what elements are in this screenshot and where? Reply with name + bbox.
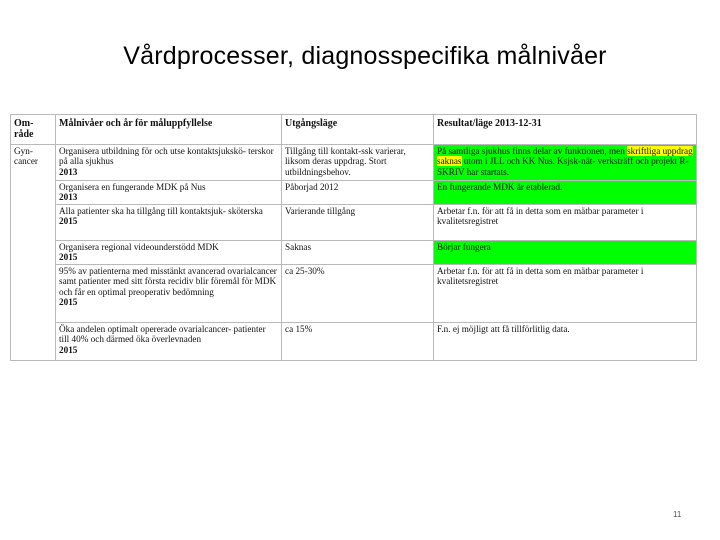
goal-cell [56, 181, 282, 205]
result-cell: Arbetar f.n. för att få in detta som en mätbar parameter i kvalitetsregistret [434, 205, 697, 241]
goal-text: Organisera regional videounderstödd MDK [59, 242, 219, 252]
goal-cell [56, 241, 282, 265]
result-cell: Arbetar f.n. för att få in detta som en mätbar parameter i kvalitetsregistret [434, 265, 697, 323]
table-row [11, 265, 697, 323]
baseline-cell: Saknas [282, 241, 434, 265]
table-row [11, 241, 697, 265]
table-row [11, 323, 697, 361]
goal-year: 2015 [59, 252, 78, 263]
result-cell: F.n. ej möjligt att få tillförlitlig data. [434, 323, 697, 361]
baseline-cell: Varierande tillgång [282, 205, 434, 241]
goal-text: Alla patienter ska ha tillgång till kontaktsjuk- sköterska [59, 206, 263, 216]
page-number: 11 [673, 510, 682, 519]
baseline-cell: Tillgång till kontakt-ssk varierar, liksom deras uppdrag. Stort utbildningsbehov. [282, 145, 434, 181]
goal-year: 2013 [59, 192, 78, 203]
table-row [11, 205, 697, 241]
goal-text: Öka andelen optimalt opererade ovarialcancer- patienter till 40% och därmed öka överlevnaden [59, 324, 266, 345]
goal-cell [56, 323, 282, 361]
goal-cell [56, 145, 282, 181]
table-row [11, 181, 697, 205]
result-text-before: På samtliga sjukhus finns delar av funktionen, men [437, 146, 628, 156]
goal-text: Organisera utbildning för och utse kontaktsjukskö- terskor på alla sjukhus [59, 146, 274, 167]
result-text-after: utom i JLL och KK Nus. Ksjsk-nät- verksträff och projekt R-SKRIV har startats. [437, 156, 689, 177]
goals-table [10, 114, 697, 361]
baseline-cell: Påborjad 2012 [282, 181, 434, 205]
slide-title: Vårdprocesser, diagnosspecifika målnivåer [123, 42, 607, 70]
goal-text: Organisera en fungerande MDK på Nus [59, 182, 206, 192]
goal-year: 2015 [59, 344, 78, 355]
header-goal: Målnivåer och år för måluppfyllelse [56, 115, 282, 145]
goals-table-container [10, 114, 696, 361]
header-area: Om- råde [11, 115, 56, 145]
goal-cell [56, 205, 282, 241]
area-cell: Gyn- cancer [11, 145, 56, 361]
result-cell: En fungerande MDK är etablerad. [434, 181, 697, 205]
header-baseline: Utgångsläge [282, 115, 434, 145]
table-row [11, 145, 697, 181]
table-header-row [11, 115, 697, 145]
goal-year: 2013 [59, 166, 78, 177]
goal-cell [56, 265, 282, 323]
goal-text: 95% av patienterna med misstänkt avancerad ovarialcancer samt patienter med sitt första recidiv blir föremål för MDK och får en optimal preoperativ bedömning [59, 266, 277, 297]
header-result: Resultat/läge 2013-12-31 [434, 115, 697, 145]
goal-year: 2015 [59, 216, 78, 227]
baseline-cell: ca 25-30% [282, 265, 434, 323]
result-text-highlight: skriftliga uppdrag saknas [437, 146, 693, 167]
baseline-cell: ca 15% [282, 323, 434, 361]
result-cell [434, 145, 697, 181]
result-cell: Börjar fungera [434, 241, 697, 265]
goal-year: 2015 [59, 296, 78, 307]
